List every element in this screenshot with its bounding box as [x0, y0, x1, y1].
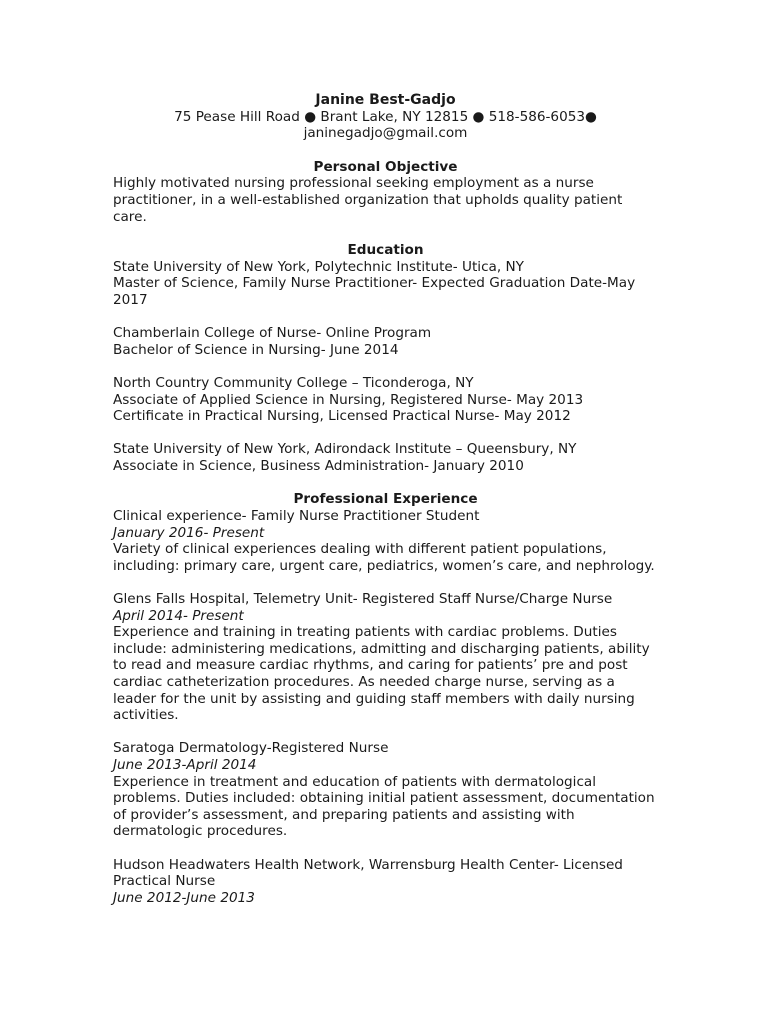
education-entry	[113, 441, 658, 474]
spacer	[113, 425, 658, 442]
objective-section	[113, 159, 658, 225]
education-line: Master of Science, Family Nurse Practitioner- Expected Graduation Date-May 2017	[113, 275, 636, 308]
spacer	[113, 840, 658, 857]
education-line: Certificate in Practical Nursing, Licensed Practical Nurse- May 2012	[113, 408, 571, 425]
experience-description: Experience in treatment and education of patients with dermatological problems. Duties included: obtaining initial patient assessment, documentation of provider’s assessment, and preparing patients and assisting with dermatologic procedures.	[113, 773, 655, 840]
spacer	[113, 309, 658, 326]
contact-email: janinegadjo@gmail.com	[303, 125, 468, 142]
experience-section	[113, 491, 658, 906]
education-section	[113, 242, 658, 474]
experience-entry	[113, 508, 658, 574]
resume-header	[113, 92, 658, 142]
experience-dates: April 2014- Present	[113, 607, 244, 624]
education-line: State University of New York, Polytechnic Institute- Utica, NY	[113, 258, 524, 275]
experience-title: Hudson Headwaters Health Network, Warrensburg Health Center- Licensed Practical Nurse	[113, 856, 623, 890]
experience-dates: June 2012-June 2013	[113, 889, 255, 906]
experience-description: Experience and training in treating patients with cardiac problems. Duties include: administering medications, admitting and discharging patients, ability to read and measure cardiac rhythms, and caring for patients’ pre and post cardiac catheterization procedures. As needed charge nurse, serving as a leader for the unit by assisting and guiding staff members with daily nursing activities.	[113, 624, 650, 724]
education-line: State University of New York, Adirondack Institute – Queensbury, NY	[113, 441, 577, 458]
education-entry	[113, 375, 658, 425]
education-line: Chamberlain College of Nurse- Online Program	[113, 325, 432, 342]
experience-entry	[113, 591, 658, 724]
experience-description: Variety of clinical experiences dealing with different patient populations, including: primary care, urgent care, pediatrics, women’s care, and nephrology.	[113, 541, 655, 574]
spacer	[113, 724, 658, 741]
experience-entry	[113, 740, 658, 840]
spacer	[113, 574, 658, 591]
education-line: Associate of Applied Science in Nursing, Registered Nurse- May 2013	[113, 391, 584, 408]
applicant-name: Janine Best-Gadjo	[315, 92, 456, 108]
spacer	[113, 358, 658, 375]
experience-title: Glens Falls Hospital, Telemetry Unit- Registered Staff Nurse/Charge Nurse	[113, 591, 613, 608]
education-heading: Education	[347, 242, 424, 259]
experience-entry	[113, 857, 658, 907]
objective-heading: Personal Objective	[313, 158, 458, 175]
education-line: Bachelor of Science in Nursing- June 2014	[113, 341, 399, 358]
education-entry	[113, 325, 658, 358]
experience-dates: January 2016- Present	[113, 524, 265, 541]
education-entry	[113, 259, 658, 309]
experience-title: Saratoga Dermatology-Registered Nurse	[113, 740, 389, 757]
objective-text: Highly motivated nursing professional seeking employment as a nurse practitioner, in a well-established organization that upholds quality patient care.	[113, 175, 623, 225]
experience-heading: Professional Experience	[293, 491, 478, 508]
education-line: North Country Community College – Ticonderoga, NY	[113, 374, 474, 391]
experience-dates: June 2013-April 2014	[113, 756, 257, 773]
experience-title: Clinical experience- Family Nurse Practitioner Student	[113, 508, 480, 525]
education-line: Associate in Science, Business Administration- January 2010	[113, 457, 524, 474]
contact-address-line: 75 Pease Hill Road ● Brant Lake, NY 12815 ● 518-586-6053●	[174, 108, 597, 125]
